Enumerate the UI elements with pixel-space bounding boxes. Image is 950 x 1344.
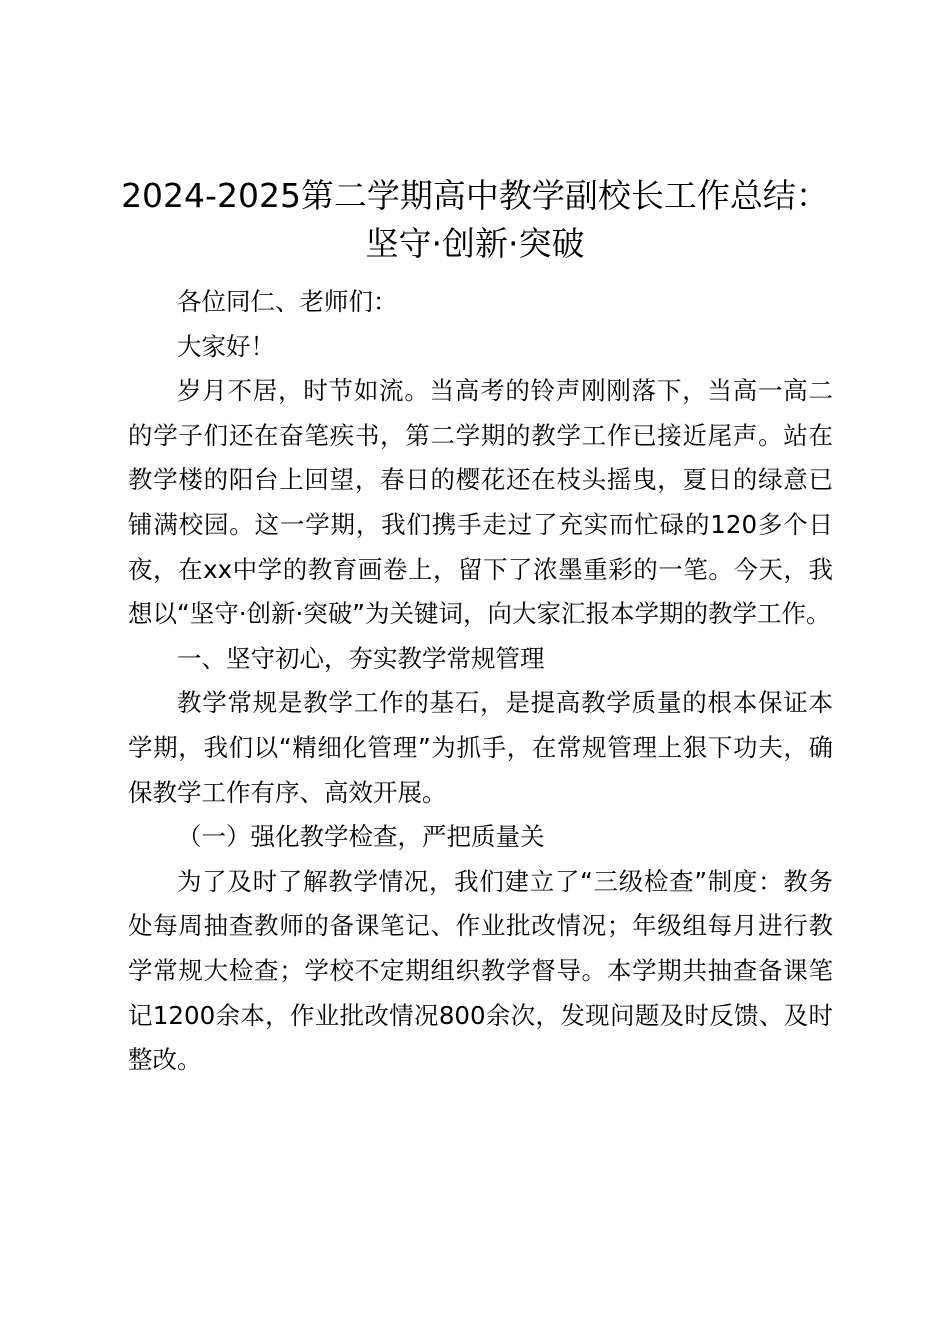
document-body: [128, 280, 833, 1083]
document-title: 2024-2025第二学期高中教学副校长工作总结：坚守·创新·突破: [121, 176, 829, 263]
section-1-paragraph: 教学常规是教学工作的基石，是提高教学质量的根本保证本学期，我们以“精细化管理”为抓手，在常规管理上狠下功夫，确保教学工作有序、高效开展。: [128, 688, 833, 807]
subsection-heading-1: （一）强化教学检查，严把质量关: [177, 822, 545, 852]
subsection-1-paragraph: 为了及时了解教学情况，我们建立了“三级检查”制度：教务处每周抽查教师的备课笔记、作业批改情况；年级组每月进行教学常规大检查；学校不定期组织教学督导。本学期共抽查备课笔记1200余本，作业批改情况800余次，发现问题及时反馈、及时整改。: [128, 866, 833, 1075]
intro-paragraph: 岁月不居，时节如流。当高考的铃声刚刚落下，当高一高二的学子们还在奋笔疾书，第二学期的教学工作已接近尾声。站在教学楼的阳台上回望，春日的樱花还在枝头摇曳，夏日的绿意已铺满校园。这一学期，我们携手走过了充实而忙碌的120多个日夜，在xx中学的教育画卷上，留下了浓墨重彩的一笔。今天，我想以“坚守·创新·突破”为关键词，向大家汇报本学期的教学工作。: [128, 376, 833, 629]
salutation: 各位同仁、老师们：: [177, 287, 398, 316]
greeting: 大家好！: [177, 331, 275, 361]
section-heading-1: 一、坚守初心，夯实教学常规管理: [177, 643, 545, 673]
